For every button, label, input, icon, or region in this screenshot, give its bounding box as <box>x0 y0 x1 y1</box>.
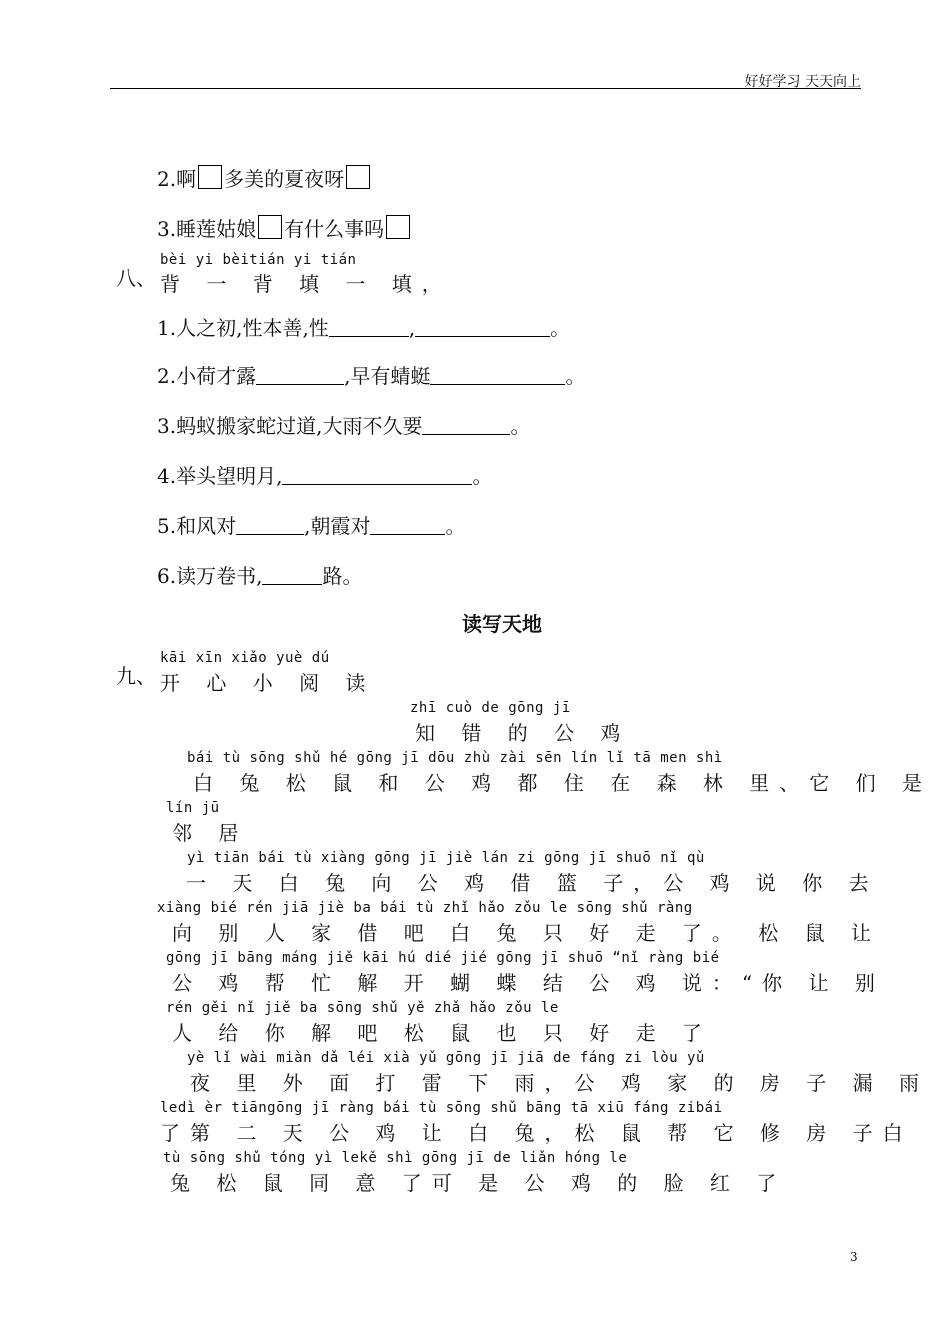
recite-item-3 <box>157 410 530 439</box>
recite-item-text: 3.蚂蚁搬家蛇过道,大雨不久要 <box>157 414 423 438</box>
question-3-prefix: 3.睡莲姑娘 <box>157 217 257 241</box>
story-text-line: 公 鸡 帮 忙 解 开 蝴 蝶 结 公 鸡 说：“你 让 别 <box>172 971 885 995</box>
story-pinyin-line: ledì èr tiāngōng jī ràng bái tù sōng shǔ bāng tā xiū fáng zibái <box>160 1100 723 1116</box>
section-8-number: 八、 <box>116 266 156 290</box>
recite-item-text: 4.举头望明月, <box>157 464 283 488</box>
recite-item-4 <box>157 460 492 489</box>
recite-item-5 <box>157 510 465 539</box>
recite-item-text: 1.人之初,性本善,性 <box>157 316 329 340</box>
recite-item-text: 6.读万卷书, <box>157 564 263 588</box>
section-9-title: 开 心 小 阅 读 <box>160 671 376 695</box>
recite-item-6 <box>157 560 362 589</box>
answer-box[interactable] <box>198 165 222 189</box>
story-text-line: 向 别 人 家 借 吧 白 兔 只 好 走 了。 松 鼠 让 <box>172 921 882 945</box>
fill-blank[interactable] <box>329 318 409 337</box>
question-3 <box>157 213 412 242</box>
fill-blank[interactable] <box>256 366 344 385</box>
question-2 <box>157 163 372 192</box>
question-3-text: 有什么事吗 <box>284 217 385 241</box>
fill-blank[interactable] <box>422 416 510 435</box>
story-text-line: 人 给 你 解 吧 松 鼠 也 只 好 走 了 <box>172 1021 712 1045</box>
recite-item-text: 。 <box>550 316 571 340</box>
recite-item-text: 。 <box>510 414 531 438</box>
fill-blank[interactable] <box>282 466 472 485</box>
page-number: 3 <box>850 1250 858 1264</box>
answer-box[interactable] <box>346 165 370 189</box>
recite-item-text: 5.和风对 <box>157 514 237 538</box>
story-text-line: 了第 二 天 公 鸡 让 白 兔，松 鼠 帮 它 修 房 子白 <box>160 1121 913 1145</box>
question-2-text: 多美的夏夜呀 <box>224 167 345 191</box>
story-text-line: 邻 居 <box>172 821 249 845</box>
fill-blank[interactable] <box>236 516 304 535</box>
section-8-title: 背 一 背 填 一 填， <box>160 272 452 296</box>
fill-blank[interactable] <box>430 366 565 385</box>
story-pinyin-line: bái tù sōng shǔ hé gōng jī dōu zhù zài sēn lín lǐ tā men shì <box>187 750 723 766</box>
fill-blank[interactable] <box>370 516 445 535</box>
recite-item-text: 路。 <box>322 564 363 588</box>
story-text-line: 一 天 白 兔 向 公 鸡 借 篮 子，公 鸡 说 你 去 <box>186 871 879 895</box>
recite-item-text: ,早有蜻蜓 <box>344 364 431 388</box>
recite-item-text: , <box>408 316 416 340</box>
recite-item-text: 。 <box>445 514 466 538</box>
story-text-line: 兔 松 鼠 同 意 了可 是 公 鸡 的 脸 红 了 <box>170 1171 787 1195</box>
story-text-line: 白 兔 松 鼠 和 公 鸡 都 住 在 森 林 里、它 们 是 <box>193 771 933 795</box>
answer-box[interactable] <box>258 215 282 239</box>
reading-section-title: 读写天地 <box>462 612 542 636</box>
story-pinyin-line: gōng jī bāng máng jiě kāi hú dié jié gōng jī shuō “nǐ ràng bié <box>166 950 720 966</box>
story-title-pinyin: zhī cuò de gōng jī <box>410 700 571 716</box>
recite-item-2 <box>157 360 585 389</box>
recite-item-1 <box>157 312 570 341</box>
fill-blank[interactable] <box>415 318 550 337</box>
section-9-number: 九、 <box>116 664 156 688</box>
question-2-prefix: 2.啊 <box>157 167 197 191</box>
section-9-pinyin: kāi xīn xiǎo yuè dú <box>160 650 330 666</box>
story-pinyin-line: tù sōng shǔ tóng yì lekě shì gōng jī de liǎn hóng le <box>163 1150 628 1166</box>
header-divider <box>110 88 861 89</box>
story-pinyin-line: yì tiān bái tù xiàng gōng jī jiè lán zi gōng jī shuō nǐ qù <box>187 850 705 866</box>
recite-item-text: 2.小荷才露 <box>157 364 257 388</box>
story-pinyin-line: xiàng bié rén jiā jiè ba bái tù zhǐ hǎo zǒu le sōng shǔ ràng <box>157 900 693 916</box>
story-title: 知 错 的 公 鸡 <box>415 721 631 745</box>
story-pinyin-line: yè lǐ wài miàn dǎ léi xià yǔ gōng jī jiā de fáng zi lòu yǔ <box>187 1050 705 1066</box>
recite-item-text: 。 <box>472 464 493 488</box>
story-text-line: 夜 里 外 面 打 雷 下 雨，公 鸡 家 的 房 子 漏 雨 <box>190 1071 930 1095</box>
recite-item-text: ,朝霞对 <box>304 514 371 538</box>
answer-box[interactable] <box>386 215 410 239</box>
fill-blank[interactable] <box>262 566 322 585</box>
story-pinyin-line: lín jū <box>166 800 220 816</box>
section-8-pinyin: bèi yi bèitián yi tián <box>160 252 357 268</box>
recite-item-text: 。 <box>565 364 586 388</box>
story-pinyin-line: rén gěi nǐ jiě ba sōng shǔ yě zhǎ hǎo zǒu le <box>166 1000 559 1016</box>
page-header-text: 好好学习 天天向上 <box>744 74 861 90</box>
